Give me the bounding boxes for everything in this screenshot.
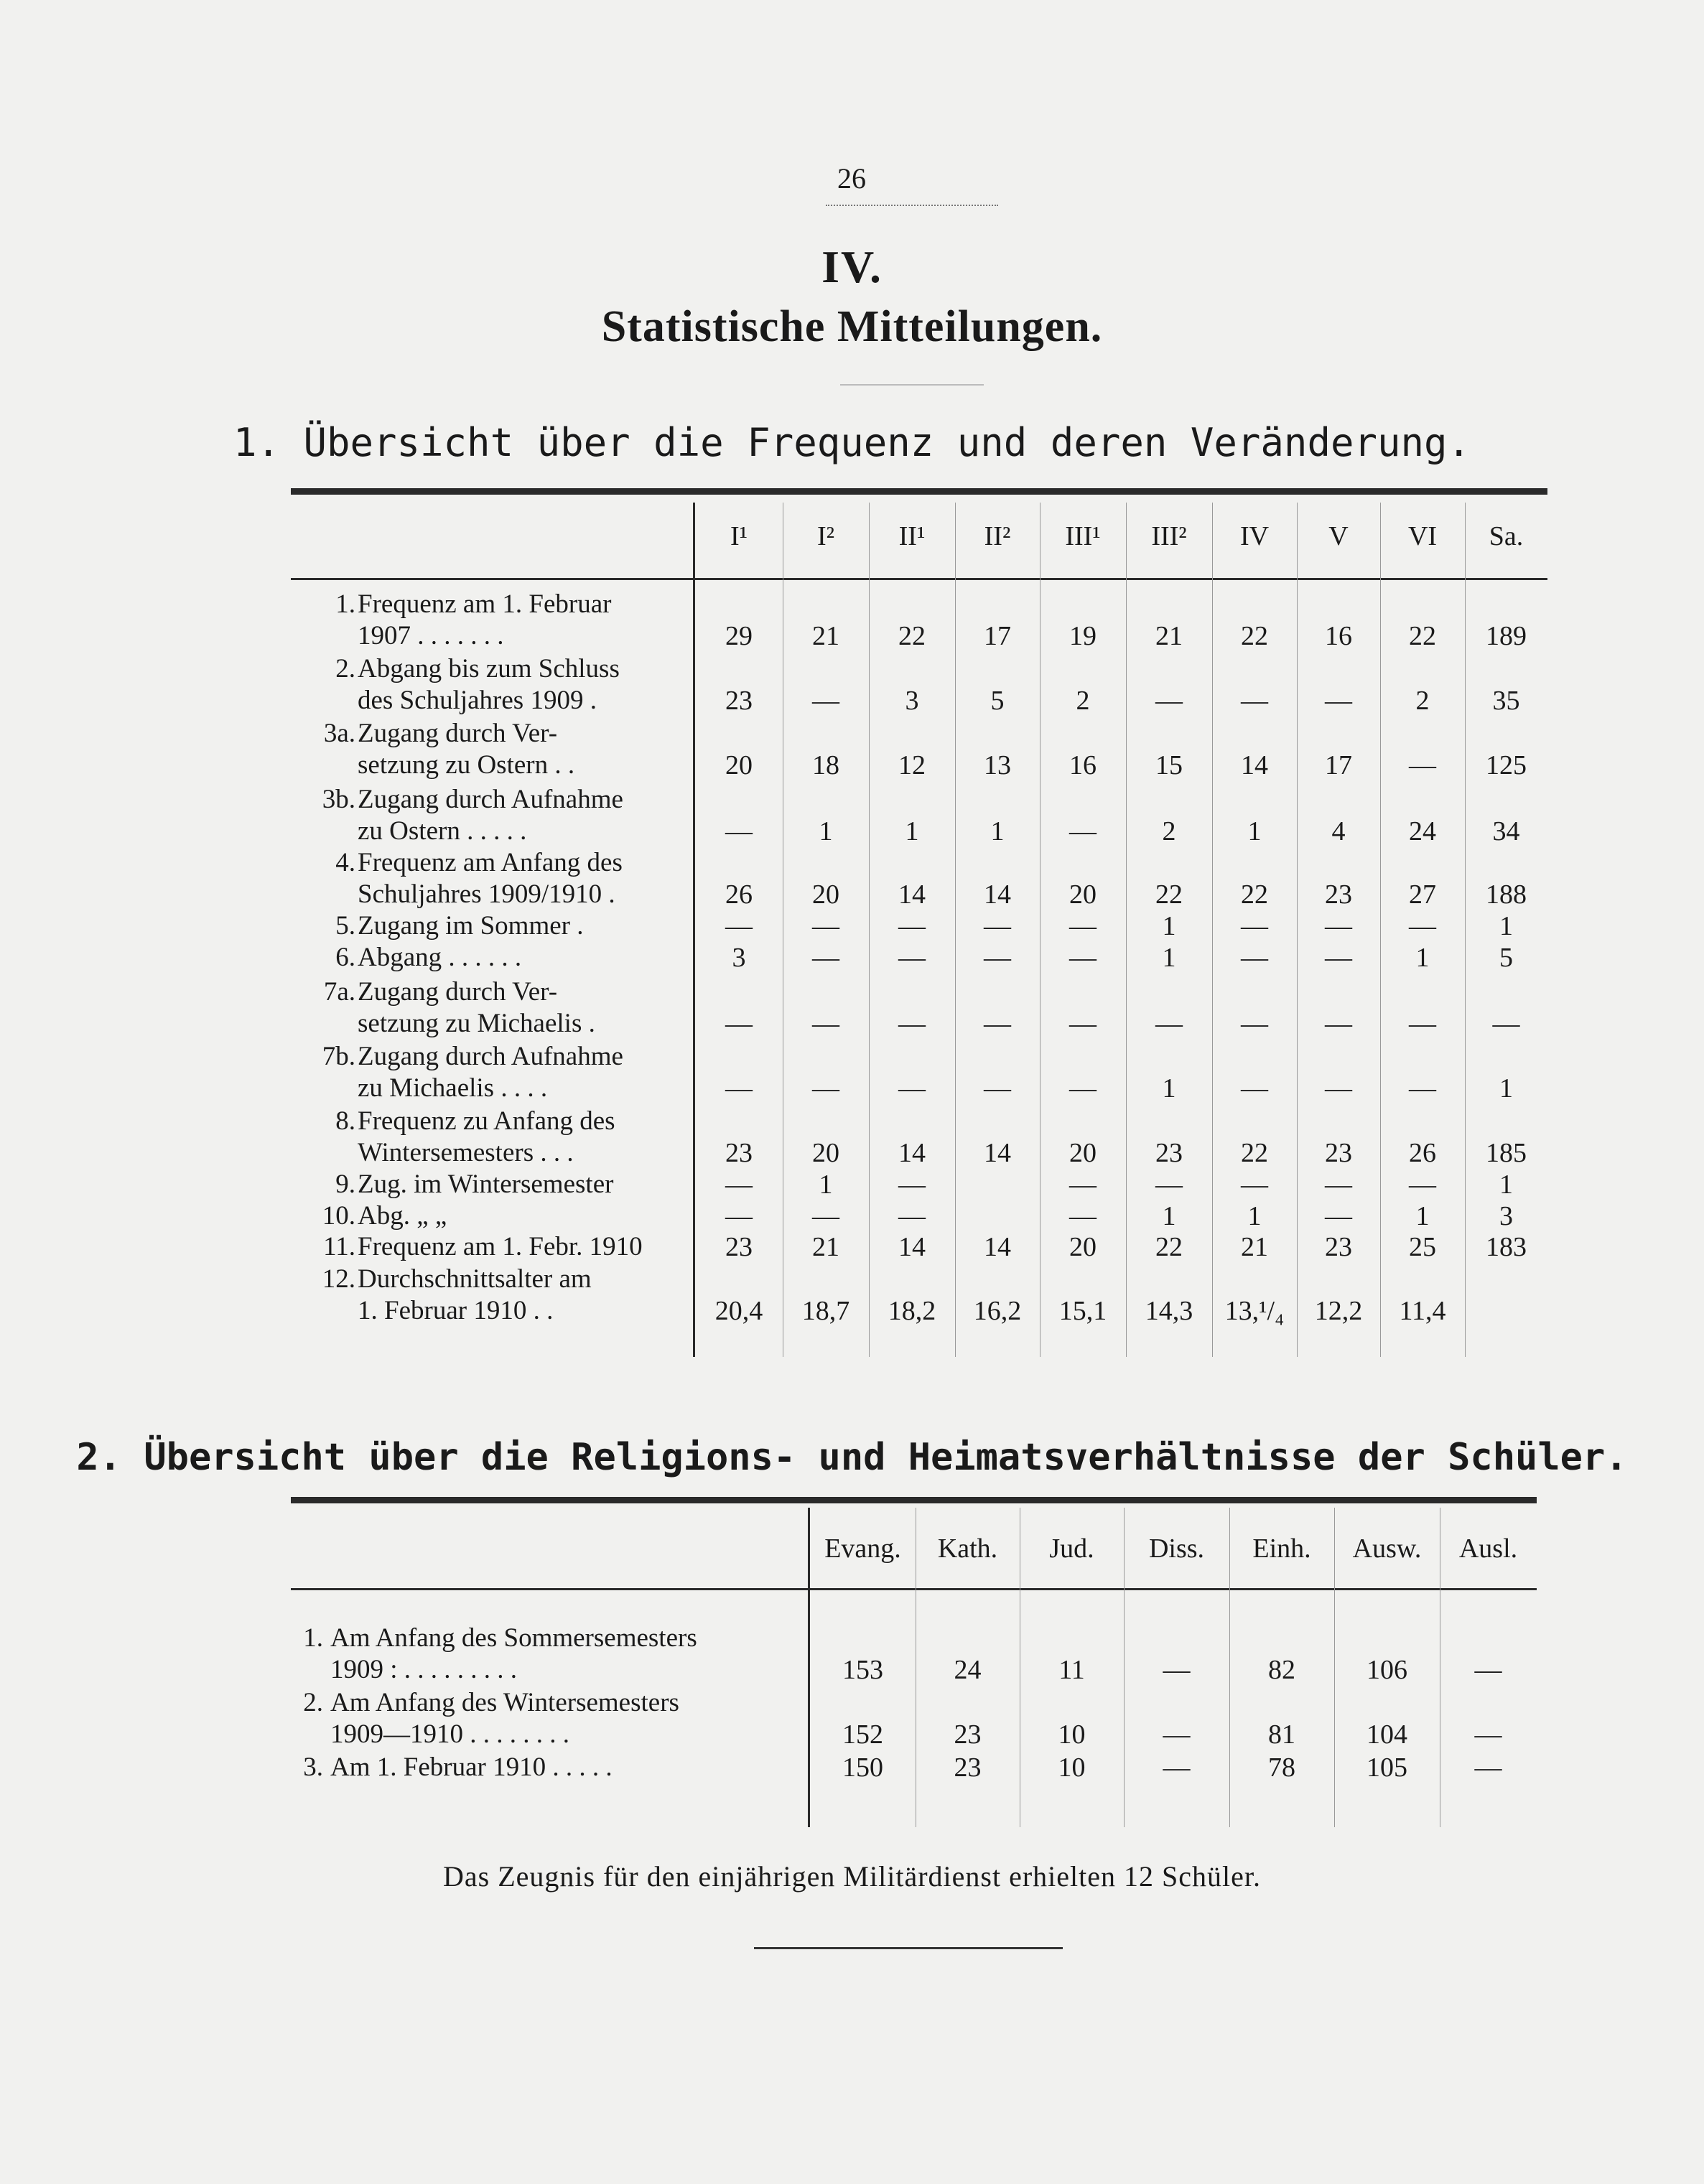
table1-cell: — [1325, 1009, 1352, 1039]
table1-row-label: 1907 . . . . . . . [358, 621, 504, 650]
table1-cell: 14 [898, 1138, 926, 1168]
table1-row-number: 1. [335, 589, 355, 619]
table1-cell: — [898, 1170, 926, 1200]
table1-row-label: setzung zu Michaelis . [358, 1009, 595, 1038]
table1-cell: 15 [1155, 750, 1183, 780]
table1-cell: 35 [1492, 686, 1520, 716]
table1-cell: 23 [1325, 1138, 1352, 1168]
table1-cell: — [1492, 1009, 1520, 1039]
table1-cell: 21 [1241, 1232, 1268, 1262]
table1-row-label: des Schuljahres 1909 . [358, 686, 597, 715]
table1-row-label: Durchschnittsalter am [358, 1264, 592, 1294]
table1-cell: 22 [1241, 879, 1268, 910]
table1-column-header: V [1328, 521, 1349, 551]
table1-cell: — [1069, 1073, 1097, 1103]
table1-cell: — [725, 1073, 753, 1103]
table1-row-label: Frequenz zu Anfang des [358, 1106, 615, 1136]
table1-cell: — [1155, 1170, 1183, 1200]
table1-cell: 14 [898, 879, 926, 910]
table1-cell: 20 [1069, 1232, 1097, 1262]
table1-row-label: Zugang durch Aufnahme [358, 785, 623, 814]
table1-cell: 14,3 [1145, 1296, 1193, 1326]
table1-cell: 1 [905, 816, 919, 846]
table1-row-label: Zug. im Wintersemester [358, 1170, 614, 1199]
table1-cell: — [984, 1009, 1011, 1039]
table1-cell: 14 [984, 879, 1011, 910]
table1-cell: — [898, 1009, 926, 1039]
table1-cell: 22 [1409, 621, 1436, 651]
table2-column-header: Jud. [1049, 1534, 1094, 1564]
table1-cell: 188 [1486, 879, 1527, 910]
table1-row-label: Zugang durch Ver- [358, 719, 558, 748]
title-divider [840, 384, 984, 386]
table1-cell: 20 [1069, 879, 1097, 910]
table1-row-label: Schuljahres 1909/1910 . [358, 879, 615, 909]
table1-row-label: Wintersemesters . . . [358, 1138, 574, 1167]
table1-column-header: VI [1407, 521, 1438, 551]
table1-cell: 23 [1325, 1232, 1352, 1262]
table1-cell: — [1325, 1073, 1352, 1103]
table1-cell: 1 [1162, 1201, 1176, 1231]
table1-cell: 14 [898, 1232, 926, 1262]
table1-cell: 1 [990, 816, 1005, 846]
table1-cell: 1 [1162, 1073, 1176, 1103]
table1-cell: 17 [984, 621, 1011, 651]
table1-cell: — [1325, 911, 1352, 941]
table1-cell: 13,¹/₄ [1224, 1296, 1285, 1326]
table1-row-number: 3a. [323, 719, 355, 748]
table1-cell: 29 [725, 621, 753, 651]
table1-cell: 4 [1331, 816, 1346, 846]
table2-cell: 106 [1367, 1655, 1407, 1685]
table1-cell: — [725, 911, 753, 941]
table1-cell: 1 [819, 816, 833, 846]
table1-row-label: Frequenz am Anfang des [358, 848, 623, 877]
table2-cell: 10 [1058, 1753, 1086, 1783]
end-rule [754, 1947, 1063, 1949]
table1-row-number: 11. [323, 1232, 355, 1261]
table1-cell: — [1069, 1170, 1097, 1200]
table2-column-header: Kath. [937, 1534, 998, 1564]
table2-row-label: Am 1. Februar 1910 . . . . . [330, 1753, 613, 1782]
table1-cell: 18,7 [801, 1296, 850, 1326]
table1-cell: 16 [1325, 621, 1352, 651]
table1-cell: 5 [990, 686, 1005, 716]
table1-row-number: 7b. [322, 1042, 355, 1071]
table2-cell: 105 [1367, 1753, 1407, 1783]
table1-cell: 1 [1247, 1201, 1262, 1231]
table1-cell: 20 [725, 750, 753, 780]
table1-cell: — [1409, 1073, 1436, 1103]
table1-cell: 22 [1241, 621, 1268, 651]
table1-cell: 14 [984, 1138, 1011, 1168]
table1-cell: 16,2 [973, 1296, 1022, 1326]
table1-cell: — [812, 943, 839, 973]
table1-cell: — [1325, 1201, 1352, 1231]
table1-cell: 14 [984, 1232, 1011, 1262]
table1-column-header: Sa. [1489, 521, 1524, 551]
table1-cell: 22 [1155, 1232, 1183, 1262]
table1-cell: 2 [1076, 686, 1090, 716]
table2-row-label: Am Anfang des Wintersemesters [330, 1688, 679, 1717]
table2-top-rule [291, 1497, 1537, 1503]
table1-row-number: 2. [335, 654, 355, 683]
table1-cell: — [812, 911, 839, 941]
table2-row-label: 1909 : . . . . . . . . . [330, 1655, 518, 1684]
table1-row-number: 9. [335, 1170, 355, 1199]
table1-cell: — [898, 911, 926, 941]
table1-cell: 23 [725, 1232, 753, 1262]
table2-cell: 82 [1268, 1655, 1295, 1685]
table1-cell: — [725, 1170, 753, 1200]
table1-cell: — [1409, 911, 1436, 941]
table1-cell: 1 [1499, 1170, 1513, 1200]
table1-row-label: zu Ostern . . . . . [358, 816, 527, 846]
table1-cell: — [898, 1201, 926, 1231]
table1-cell: 18,2 [888, 1296, 936, 1326]
table1-cell: 24 [1409, 816, 1436, 846]
table1-cell: — [1409, 1009, 1436, 1039]
table1-row-label: Abgang . . . . . . [358, 943, 522, 972]
table1-row-label: Zugang im Sommer . [358, 911, 584, 941]
table1-row-number: 6. [335, 943, 355, 972]
table1-column-header: I¹ [730, 521, 748, 551]
table1-row-number: 5. [335, 911, 355, 941]
table2-cell: — [1163, 1753, 1191, 1783]
footnote: Das Zeugnis für den einjährigen Militärdienst erhielten 12 Schüler. [443, 1860, 1261, 1893]
table1-column-header: IV [1239, 521, 1270, 551]
table1-cell: — [898, 1073, 926, 1103]
table2-cell: 23 [954, 1753, 982, 1783]
table1-cell: 22 [898, 621, 926, 651]
table1-cell: 23 [1325, 879, 1352, 910]
table1-cell: — [1325, 686, 1352, 716]
table1-cell: 13 [984, 750, 1011, 780]
table1-row-label: setzung zu Ostern . . [358, 750, 575, 780]
table1-cell: 2 [1162, 816, 1176, 846]
table1-cell: 5 [1499, 943, 1513, 973]
table2-heading: 2. Übersicht über die Religions- und Heimatsverhältnisse der Schüler. [76, 1436, 1628, 1479]
table2-cell: 81 [1268, 1719, 1295, 1750]
table1-cell: — [725, 1009, 753, 1039]
table1-cell: — [898, 943, 926, 973]
table1-cell: 34 [1492, 816, 1520, 846]
table1-cell: — [1241, 1170, 1268, 1200]
table1-cell: — [1069, 816, 1097, 846]
table2-cell: 150 [842, 1753, 883, 1783]
table1-cell: 1 [819, 1170, 833, 1200]
table1-cell: 1 [1162, 911, 1176, 941]
table1-row-label: Abg. „ „ [358, 1201, 447, 1231]
table1-header-rule [291, 578, 1547, 580]
table1-cell: — [1409, 1170, 1436, 1200]
table1-cell: 25 [1409, 1232, 1436, 1262]
table1-row-label: zu Michaelis . . . . [358, 1073, 548, 1103]
table1-cell: — [1325, 1170, 1352, 1200]
table1-cell: 3 [1499, 1201, 1513, 1231]
table2-cell: — [1474, 1655, 1502, 1685]
table1-cell: 1 [1247, 816, 1262, 846]
table1-cell: — [1069, 1009, 1097, 1039]
section-title: Statistische Mitteilungen. [601, 302, 1103, 351]
table1-cell: — [725, 1201, 753, 1231]
table1-cell: 20,4 [714, 1296, 763, 1326]
table1-row-label: Frequenz am 1. Febr. 1910 [358, 1232, 643, 1261]
table1-cell: 1 [1162, 943, 1176, 973]
table2-cell: 24 [954, 1655, 982, 1685]
table1-row-number: 3b. [322, 785, 355, 814]
table1-cell: — [984, 943, 1011, 973]
table1-column-header: III¹ [1065, 521, 1101, 551]
table1-cell: 21 [812, 1232, 839, 1262]
table1-row-number: 12. [322, 1264, 355, 1294]
table2-cell: 152 [842, 1719, 883, 1750]
table2-cell: 23 [954, 1719, 982, 1750]
table1-cell: — [1069, 1201, 1097, 1231]
table1-cell: 20 [812, 1138, 839, 1168]
table1-row-number: 8. [335, 1106, 355, 1136]
table1-cell: — [1069, 943, 1097, 973]
table2-column-header: Ausw. [1352, 1534, 1422, 1564]
table1-cell: 16 [1069, 750, 1097, 780]
table1-cell: 1 [1415, 1201, 1430, 1231]
table1-cell: 14 [1241, 750, 1268, 780]
table1-cell: — [725, 816, 753, 846]
table2-row-number: 3. [303, 1753, 323, 1782]
table2-cell: 11 [1058, 1655, 1085, 1685]
table2-row-number: 2. [303, 1688, 323, 1717]
page-number-rule [826, 205, 998, 206]
table2-cell: 10 [1058, 1719, 1086, 1750]
table1-cell: 22 [1155, 879, 1183, 910]
table1-row-number: 4. [335, 848, 355, 877]
table2-cell: — [1474, 1753, 1502, 1783]
table1-cell: — [984, 1073, 1011, 1103]
table2-cell: 78 [1268, 1753, 1295, 1783]
table1-cell: — [1241, 1009, 1268, 1039]
table1-cell: — [984, 911, 1011, 941]
table1-cell: 22 [1241, 1138, 1268, 1168]
table2-row-label: 1909—1910 . . . . . . . . [330, 1719, 569, 1749]
table1-cell: — [812, 686, 839, 716]
table1-cell: 21 [1155, 621, 1183, 651]
table1-cell: — [812, 1073, 839, 1103]
table1-cell: 17 [1325, 750, 1352, 780]
table2-column-header: Einh. [1252, 1534, 1311, 1564]
table1-cell: — [1241, 1073, 1268, 1103]
table1-row-number: 7a. [323, 977, 355, 1007]
table1-row-label: Zugang durch Ver- [358, 977, 558, 1007]
table2-cell: — [1163, 1655, 1191, 1685]
table1-cell: — [1241, 911, 1268, 941]
table1-column-header: II² [984, 521, 1011, 551]
table1-cell: — [1241, 943, 1268, 973]
table1-column-header: I² [816, 521, 835, 551]
table1-cell: 12 [898, 750, 926, 780]
table1-cell: 20 [1069, 1138, 1097, 1168]
table1-cell: 15,1 [1058, 1296, 1107, 1326]
table1-cell: 23 [1155, 1138, 1183, 1168]
table1-row-label: Abgang bis zum Schluss [358, 654, 620, 683]
table2-row-number: 1. [303, 1623, 323, 1653]
table1-row-label: 1. Februar 1910 . . [358, 1296, 554, 1325]
table2-header-rule [291, 1588, 1537, 1590]
table1-column-header: III² [1151, 521, 1187, 551]
table1-cell: 183 [1486, 1232, 1527, 1262]
table1-cell: — [1069, 911, 1097, 941]
table1-cell: 1 [1499, 911, 1513, 941]
table1-cell: 18 [812, 750, 839, 780]
table1-cell: 125 [1486, 750, 1527, 780]
table1-cell: — [1325, 943, 1352, 973]
table1-row-number: 10. [322, 1201, 355, 1231]
table2-cell: 153 [842, 1655, 883, 1685]
table1-cell: 1 [1415, 943, 1430, 973]
table2-column-header: Ausl. [1458, 1534, 1518, 1564]
table1-cell: 21 [812, 621, 839, 651]
table2-column-header: Evang. [824, 1534, 901, 1564]
table1-cell: 11,4 [1399, 1296, 1446, 1326]
table2-column-header: Diss. [1148, 1534, 1205, 1564]
section-numeral: IV. [821, 241, 883, 292]
table1-cell: — [1409, 750, 1436, 780]
table1-row-label: Frequenz am 1. Februar [358, 589, 612, 619]
table1-cell: 26 [725, 879, 753, 910]
table2-cell: — [1474, 1719, 1502, 1750]
table1-column-header: II¹ [898, 521, 926, 551]
table1-cell: 23 [725, 1138, 753, 1168]
table1-cell: 26 [1409, 1138, 1436, 1168]
table1-cell: 12,2 [1314, 1296, 1363, 1326]
table1-heading: 1. Übersicht über die Frequenz und deren Veränderung. [233, 420, 1471, 465]
table1-cell: 19 [1069, 621, 1097, 651]
table1-cell: — [1155, 1009, 1183, 1039]
table1-cell: — [1241, 686, 1268, 716]
table1-cell: 3 [905, 686, 919, 716]
table1-cell: 1 [1499, 1073, 1513, 1103]
table2-cell: 104 [1367, 1719, 1407, 1750]
table1-cell: — [812, 1201, 839, 1231]
table2-cell: — [1163, 1719, 1191, 1750]
table1-cell: 2 [1415, 686, 1430, 716]
table1-cell: 189 [1486, 621, 1527, 651]
table1-cell: 185 [1486, 1138, 1527, 1168]
page-number: 26 [837, 162, 866, 195]
table1-row-label: Zugang durch Aufnahme [358, 1042, 623, 1071]
table1-cell: 20 [812, 879, 839, 910]
table1-cell: 3 [732, 943, 746, 973]
table1-cell: 27 [1409, 879, 1436, 910]
table1-cell: — [1155, 686, 1183, 716]
table1-top-rule [291, 488, 1547, 495]
table1-cell: 23 [725, 686, 753, 716]
table2-row-label: Am Anfang des Sommersemesters [330, 1623, 697, 1653]
table1-cell: — [812, 1009, 839, 1039]
